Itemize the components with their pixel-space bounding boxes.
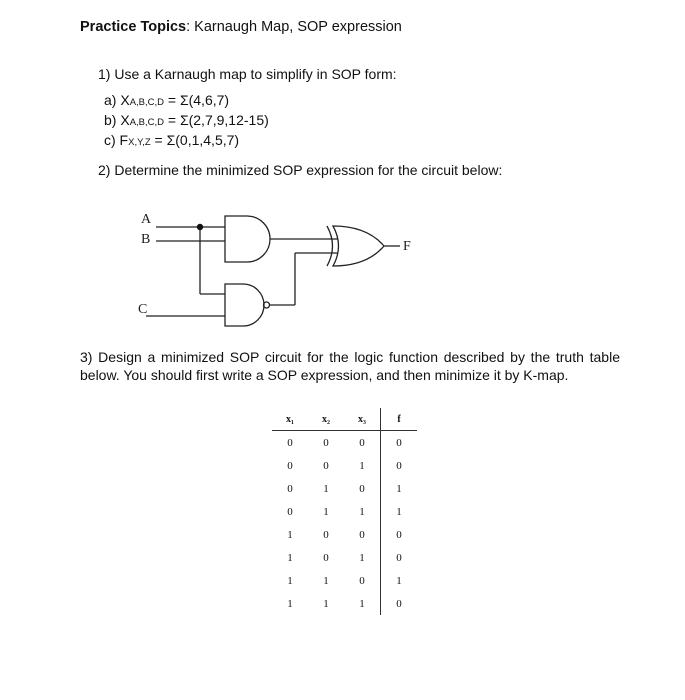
cell: 1 (359, 597, 365, 610)
and-gate (225, 216, 270, 262)
logic-circuit-diagram (120, 200, 430, 335)
title-bold: Practice Topics (80, 19, 187, 35)
cell: 0 (287, 505, 293, 518)
cell: 0 (359, 528, 365, 541)
label-b: B (141, 232, 151, 247)
cell: 1 (287, 597, 293, 610)
cell: 0 (287, 436, 293, 449)
cell: 1 (359, 505, 365, 518)
truth-table-header (272, 408, 417, 431)
table-row (272, 477, 417, 500)
table-row (272, 546, 417, 569)
cell-f: 0 (381, 431, 418, 455)
cell-f: 0 (381, 546, 418, 569)
question-1a (104, 92, 229, 108)
cell-f: 1 (381, 500, 418, 523)
q1c-sub: X,Y,Z (128, 137, 151, 148)
q1c-prefix: c) F (104, 132, 129, 148)
cell: 1 (323, 597, 329, 610)
cell: 0 (287, 459, 293, 472)
cell: 1 (287, 574, 293, 587)
header-f: f (381, 408, 418, 431)
title-rest: : Karnaugh Map, SOP expression (186, 19, 402, 35)
table-row (272, 454, 417, 477)
q1c-expr: = Σ(0,1,4,5,7) (150, 132, 240, 148)
cell: 0 (323, 436, 329, 449)
cell: 1 (323, 574, 329, 587)
cell: 0 (359, 482, 365, 495)
or-gate-back-curve (327, 226, 333, 266)
table-row (272, 592, 417, 615)
cell: 0 (359, 574, 365, 587)
question-1c (104, 132, 239, 148)
cell: 0 (323, 551, 329, 564)
header-x3: x₃ (344, 408, 381, 431)
cell-f: 1 (381, 477, 418, 500)
q1b-prefix: b) X (104, 112, 130, 128)
header-x1: x₁ (272, 408, 308, 431)
table-row (272, 500, 417, 523)
question-2: 2) Determine the minimized SOP expression for the circuit below: (98, 162, 503, 178)
cell: 0 (323, 459, 329, 472)
cell: 1 (323, 482, 329, 495)
q1a-expr: = Σ(4,6,7) (164, 92, 230, 108)
or-gate (333, 226, 384, 266)
cell: 0 (359, 436, 365, 449)
truth-table (272, 408, 417, 615)
cell: 1 (359, 459, 365, 472)
page-title (80, 19, 402, 35)
table-row (272, 523, 417, 546)
junction-dot (197, 224, 203, 230)
table-row (272, 431, 417, 455)
cell-f: 0 (381, 592, 418, 615)
q1b-expr: = Σ(2,7,9,12-15) (164, 112, 269, 128)
table-row (272, 569, 417, 592)
question-1b (104, 112, 269, 128)
cell: 0 (287, 482, 293, 495)
cell: 1 (359, 551, 365, 564)
cell-f: 1 (381, 569, 418, 592)
header-x2: x₂ (308, 408, 344, 431)
label-c: C (138, 302, 148, 317)
q1b-sub: A,B,C,D (129, 117, 164, 128)
question-1: 1) Use a Karnaugh map to simplify in SOP form: (98, 66, 397, 82)
cell: 1 (287, 551, 293, 564)
cell-f: 0 (381, 523, 418, 546)
nand-gate (225, 284, 264, 326)
q1a-sub: A,B,C,D (129, 97, 164, 108)
cell: 0 (323, 528, 329, 541)
question-3: 3) Design a minimized SOP circuit for the logic function described by the truth table below. You should first write a SOP expression, and then minimize it by K-map. (80, 349, 620, 383)
label-f: F (403, 239, 411, 254)
label-a: A (141, 212, 152, 227)
q1a-prefix: a) X (104, 92, 130, 108)
cell: 1 (287, 528, 293, 541)
cell-f: 0 (381, 454, 418, 477)
cell: 1 (323, 505, 329, 518)
